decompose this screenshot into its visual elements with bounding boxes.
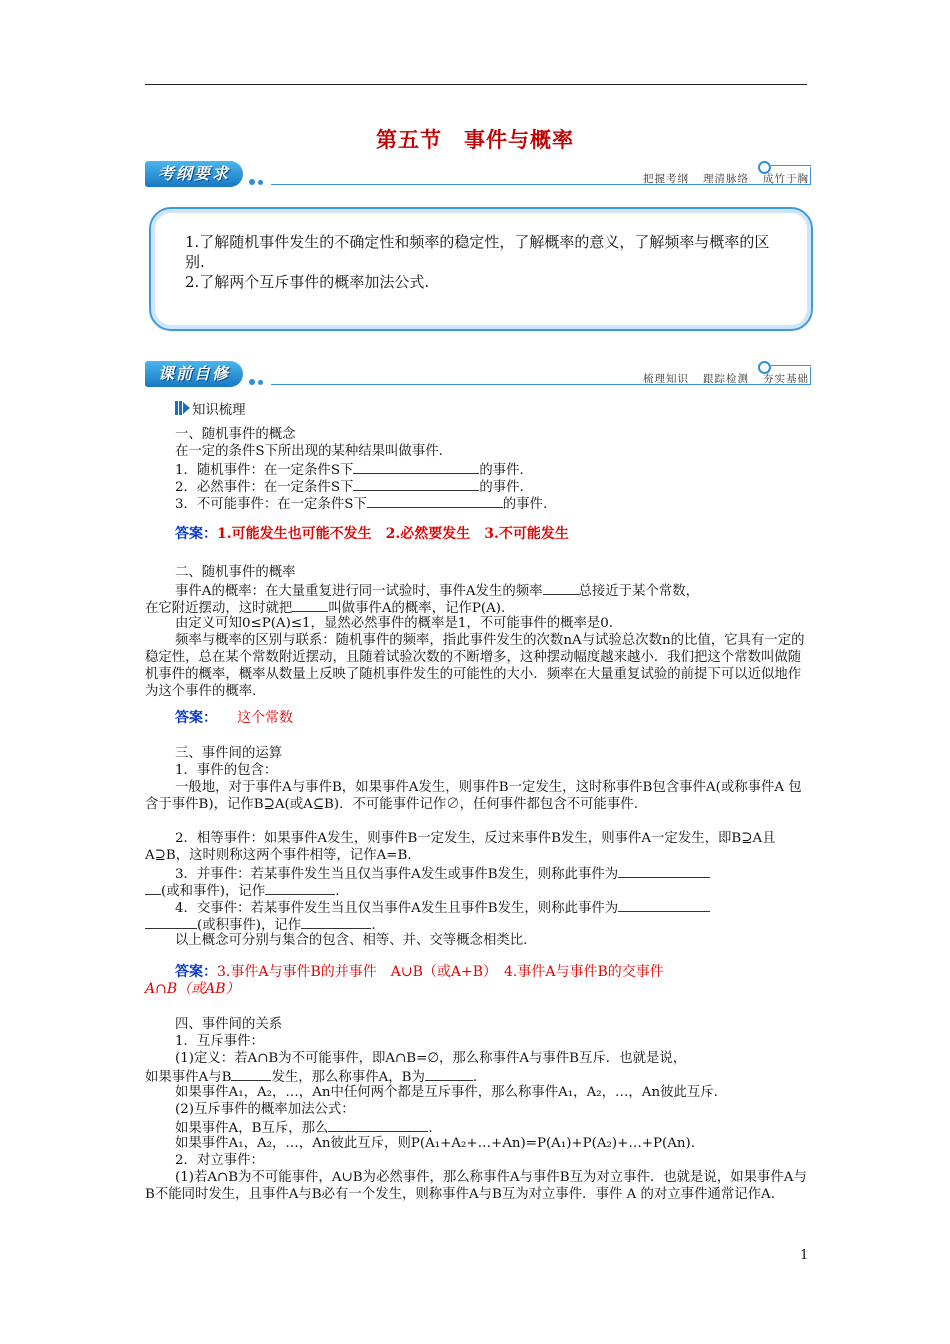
banner-link: 梳理知识 — [643, 373, 689, 385]
fill-blank — [328, 1118, 428, 1132]
sec4-p5: 如果事件A₁，A₂，…，An彼此互斥，则P(A₁+A₂+…+An)=P(A₁)+P(A₂)+…+P(An). — [175, 1136, 695, 1151]
header-rule — [145, 84, 807, 85]
sec1-item-3: 3．不可能事件：在一定条件S下 的事件. — [175, 494, 547, 513]
banner-link: 成竹于胸 — [763, 173, 809, 185]
requirement-item: 2.了解两个互斥事件的概率加法公式. — [185, 273, 430, 291]
dots-icon — [249, 370, 266, 389]
banner-links — [629, 171, 809, 186]
requirements-box — [149, 207, 813, 331]
sec2-p1-cont: 在它附近摆动，这时就把 叫做事件A的概率，记作P(A). — [145, 598, 505, 617]
sec4-p6: (1)若A∩B为不可能事件，A∪B为必然事件，那么称事件A与事件B互为对立事件．也就是说，如果事件A与B不能同时发生，且事件A与B必有一个发生，则称事件A与B互为对立事件．事件 A 的对立事件通常记作A. — [145, 1170, 807, 1202]
sec2-p2: 由定义可知0≤P(A)≤1，显然必然事件的概率是1，不可能事件的概率是0. — [175, 616, 614, 631]
fill-blank — [367, 494, 503, 508]
requirement-item: 1.了解随机事件发生的不确定性和频率的稳定性，了解概率的意义，了解频率与概率的区别. — [185, 233, 770, 271]
sec1-answer: 答案：1.可能发生也可能不发生 2.必然要发生 3.不可能发生 — [175, 526, 569, 542]
sec2-heading: 二、随机事件的概率 — [175, 565, 296, 580]
dots-icon — [249, 170, 266, 189]
sec4-p1: (1)定义：若A∩B为不可能事件，即A∩B=∅，那么称事件A与事件B互斥．也就是说， — [175, 1051, 687, 1066]
sec3-p3-cont: (或和事件)，记作 . — [145, 881, 339, 900]
sec4-p4: 如果事件A，B互斥，那么 . — [175, 1118, 433, 1137]
sec3-p3: 3．并事件：若某事件发生当且仅当事件A发生或事件B发生，则称此事件为 — [175, 864, 710, 883]
banner-links — [629, 371, 809, 386]
banner-link: 理清脉络 — [703, 173, 749, 185]
banner-tag: 课前自修 — [145, 361, 243, 387]
sec3-p5: 以上概念可分别与集合的包含、相等、并、交等概念相类比. — [175, 933, 528, 948]
sec4-heading: 四、事件间的关系 — [175, 1017, 283, 1032]
fill-blank — [145, 881, 161, 895]
sec1-item-1: 1．随机事件：在一定条件S下 的事件. — [175, 460, 524, 479]
banner-link: 跟踪检测 — [703, 373, 749, 385]
sec4-p3: (2)互斥事件的概率加法公式： — [175, 1102, 355, 1117]
sec3-answer-cont: A∩B（或AB） — [145, 981, 240, 997]
banner-hook — [771, 365, 811, 366]
fill-blank — [425, 1067, 473, 1081]
sec2-p3: 频率与概率的区别与联系：随机事件的频率，指此事件发生的次数nA与试验总次数n的比值，它具有一定的稳定性，总在某个常数附近摆动，且随着试验次数的不断增多，这种摆动幅度越来越小．我们把这个常数叫做随机事件的概率，概率从数量上反映了随机事件发生的可能性的大小．频率在大量重复试验的前提下可以近似地作为这个事件的概率. — [145, 633, 805, 699]
banner-tag: 考纲要求 — [145, 161, 243, 187]
fill-blank — [292, 598, 328, 612]
sec4-s1: 1．互斥事件： — [175, 1034, 264, 1049]
page-number: 1 — [800, 1248, 809, 1263]
fill-blank — [353, 477, 479, 491]
sec1-intro: 在一定的条件S下所出现的某种结果叫做事件. — [175, 444, 443, 459]
sec3-answer: 答案：3.事件A与事件B的并事件 A∪B（或A+B） 4.事件A与事件B的交事件 — [175, 964, 664, 980]
fill-blank — [618, 898, 710, 912]
fill-blank — [353, 460, 479, 474]
fill-blank — [618, 864, 710, 878]
fill-blank — [301, 915, 371, 929]
sec4-p1-cont: 如果事件A与B 发生，那么称事件A，B为 . — [145, 1067, 477, 1086]
fill-blank — [231, 1067, 271, 1081]
banner-link: 夯实基础 — [763, 373, 809, 385]
sec1-heading: 一、随机事件的概念 — [175, 427, 296, 442]
sec2-answer: 答案： 这个常数 — [175, 710, 293, 726]
sec3-p1: 一般地，对于事件A与事件B，如果事件A发生，则事件B一定发生，这时称事件B包含事件A(或称事件A 包含于事件B)，记作B⊇A(或A⊆B)．不可能事件记作∅，任何事件都包含不可能事件. — [145, 780, 802, 812]
sec2-p1: 事件A的概率：在大量重复进行同一试验时，事件A发生的频率 总接近于某个常数， — [175, 581, 699, 600]
banner-preview — [145, 361, 811, 389]
sec4-s2: 2．对立事件： — [175, 1153, 264, 1168]
sec3-p4: 4．交事件：若某事件发生当且仅当事件A发生且事件B发生，则称此事件为 — [175, 898, 710, 917]
banner-hook — [771, 165, 811, 166]
fill-blank — [145, 915, 197, 929]
sec3-s1: 1．事件的包含： — [175, 763, 278, 778]
banner-link: 把握考纲 — [643, 173, 689, 185]
section-marker-icon — [175, 401, 190, 420]
knowledge-heading: 知识梳理 — [175, 401, 246, 420]
page-title: 第五节 事件与概率 — [376, 128, 574, 152]
sec3-heading: 三、事件间的运算 — [175, 746, 283, 761]
fill-blank — [265, 881, 335, 895]
sec3-p2: 2．相等事件：如果事件A发生，则事件B一定发生，反过来事件B发生，则事件A一定发生，即B⊇A且A⊇B，这时则称这两个事件相等，记作A=B. — [145, 831, 776, 863]
sec4-p2: 如果事件A₁，A₂，…，An中任何两个都是互斥事件，那么称事件A₁，A₂，…，An彼此互斥. — [175, 1085, 718, 1100]
sec1-item-2: 2．必然事件：在一定条件S下 的事件. — [175, 477, 524, 496]
fill-blank — [543, 581, 579, 595]
sec3-p4-cont: (或积事件)，记作 . — [145, 915, 375, 934]
banner-syllabus — [145, 161, 811, 189]
